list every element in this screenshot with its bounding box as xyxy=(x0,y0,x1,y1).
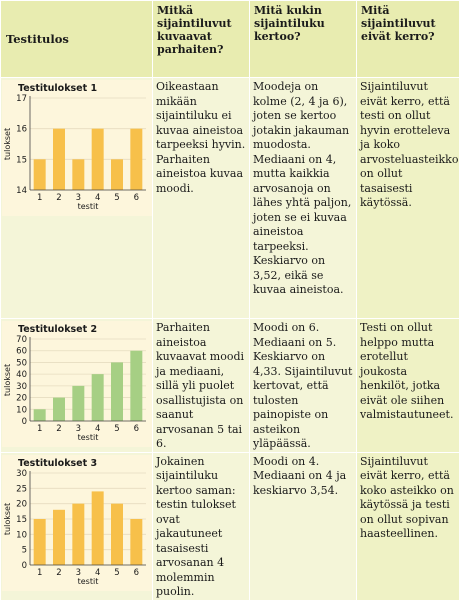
bar xyxy=(34,409,46,421)
table-row xyxy=(1,452,459,600)
x-axis-label: testit xyxy=(78,202,99,211)
y-axis-label: tulokset xyxy=(3,364,12,396)
x-tick-label: 5 xyxy=(114,193,119,203)
y-tick-label: 15 xyxy=(16,155,27,165)
x-tick-label: 6 xyxy=(134,568,139,578)
y-tick-label: 40 xyxy=(16,370,27,380)
header-what-tells: Mitä kukin sijaintiluku kertoo? xyxy=(250,1,357,78)
y-axis-label: tulokset xyxy=(3,502,12,534)
x-tick-label: 5 xyxy=(114,568,119,578)
chart-cell xyxy=(1,319,153,453)
x-axis-label: testit xyxy=(78,433,99,442)
table-row xyxy=(1,78,459,319)
y-tick-label: 20 xyxy=(16,394,27,404)
y-tick-label: 30 xyxy=(16,469,27,479)
chart-title: Testitulokset 2 xyxy=(18,324,97,335)
x-axis-label: testit xyxy=(78,577,99,586)
cell-not-tell: Sijaintiluvut eivät kerro, että testi on ollut hyvin erotteleva ja koko arvosteluasteikko on ollut tasaisesti käytössä. xyxy=(357,78,459,319)
bar-chart-2 xyxy=(2,321,152,443)
bar xyxy=(72,386,84,421)
y-tick-label: 0 xyxy=(22,561,27,571)
x-tick-label: 4 xyxy=(95,193,100,203)
bar xyxy=(92,491,104,565)
y-tick-label: 15 xyxy=(16,515,27,525)
bar xyxy=(130,351,142,421)
y-axis-label: tulokset xyxy=(3,128,12,160)
bar xyxy=(72,503,84,564)
bar xyxy=(92,129,104,190)
bar xyxy=(72,159,84,190)
bar xyxy=(111,362,123,421)
table-row xyxy=(1,319,459,453)
x-tick-label: 1 xyxy=(37,424,42,434)
x-tick-label: 3 xyxy=(76,424,81,434)
cell-tells: Moodi on 4. Mediaani on 4 ja keskiarvo 3,54. xyxy=(250,452,357,600)
y-tick-label: 16 xyxy=(16,125,27,135)
bar-chart-3 xyxy=(2,455,152,587)
x-tick-label: 3 xyxy=(76,193,81,203)
bar xyxy=(111,159,123,190)
cell-not-tell: Sijaintiluvut eivät kerro, että koko asteikko on käytössä ja testi on ollut sopivan haasteellinen. xyxy=(357,452,459,600)
bar xyxy=(53,509,65,564)
chart-title: Testitulokset 3 xyxy=(18,458,97,469)
bar xyxy=(111,503,123,564)
bar xyxy=(34,519,46,565)
chart-cell xyxy=(1,78,153,319)
cell-not-tell: Testi on ollut helppo mutta erotellut joukosta henkilöt, jotka eivät ole siihen valmistautuneet. xyxy=(357,319,459,453)
x-tick-label: 2 xyxy=(56,568,61,578)
y-tick-label: 20 xyxy=(16,499,27,509)
y-tick-label: 14 xyxy=(16,186,27,196)
x-tick-label: 1 xyxy=(37,568,42,578)
header-test-result: Testitulos xyxy=(1,1,153,78)
header-not-tell: Mitä sijaintiluvut eivät kerro? xyxy=(357,1,459,78)
x-tick-label: 4 xyxy=(95,424,100,434)
x-tick-label: 4 xyxy=(95,568,100,578)
y-tick-label: 30 xyxy=(16,382,27,392)
y-tick-label: 0 xyxy=(22,417,27,427)
bar xyxy=(53,129,65,190)
bar-chart-1 xyxy=(2,80,152,212)
bar xyxy=(130,519,142,565)
chart-cell xyxy=(1,452,153,600)
y-tick-label: 5 xyxy=(22,545,27,555)
cell-tells: Moodi on 6. Mediaani on 5. Keskiarvo on 4,33. Sijaintiluvut kertovat, että tulosten painopiste on asteikon yläpäässä. xyxy=(250,319,357,453)
y-tick-label: 17 xyxy=(16,94,27,104)
cell-best: Jokainen sijaintiluku kertoo saman: testin tulokset ovat jakautuneet tasaisesti arvosanan 4 molemmin puolin. xyxy=(153,452,250,600)
bar xyxy=(34,159,46,190)
y-tick-label: 70 xyxy=(16,335,27,345)
cell-tells: Moodeja on kolme (2, 4 ja 6), joten se kertoo jotakin jakauman muodosta. Mediaani on 4, mutta kaikkia arvosanoja on lähes yhtä paljon, joten se ei kuvaa aineistoa tarpeeksi. Keskiarvo on 3,52, eikä se kuvaa aineistoa. xyxy=(250,78,357,319)
bar xyxy=(53,398,65,421)
bar xyxy=(92,374,104,421)
header-best-measures: Mitkä sijaintiluvut kuvaavat parhaiten? xyxy=(153,1,250,78)
x-tick-label: 1 xyxy=(37,193,42,203)
y-tick-label: 25 xyxy=(16,484,27,494)
x-tick-label: 2 xyxy=(56,424,61,434)
x-tick-label: 6 xyxy=(134,193,139,203)
y-tick-label: 10 xyxy=(16,405,27,415)
chart-title: Testitulokset 1 xyxy=(18,83,97,94)
x-tick-label: 6 xyxy=(134,424,139,434)
cell-best: Oikeastaan mikään sijaintiluku ei kuvaa aineistoa tarpeeksi hyvin. Parhaiten aineistoa kuvaa moodi. xyxy=(153,78,250,319)
y-tick-label: 10 xyxy=(16,530,27,540)
bar xyxy=(130,129,142,190)
x-tick-label: 5 xyxy=(114,424,119,434)
x-tick-label: 3 xyxy=(76,568,81,578)
y-tick-label: 60 xyxy=(16,347,27,357)
x-tick-label: 2 xyxy=(56,193,61,203)
header-row xyxy=(1,1,459,78)
cell-best: Parhaiten aineistoa kuvaavat moodi ja mediaani, sillä yli puolet osallistujista on saanut arvosanan 5 tai 6. xyxy=(153,319,250,453)
y-tick-label: 50 xyxy=(16,358,27,368)
